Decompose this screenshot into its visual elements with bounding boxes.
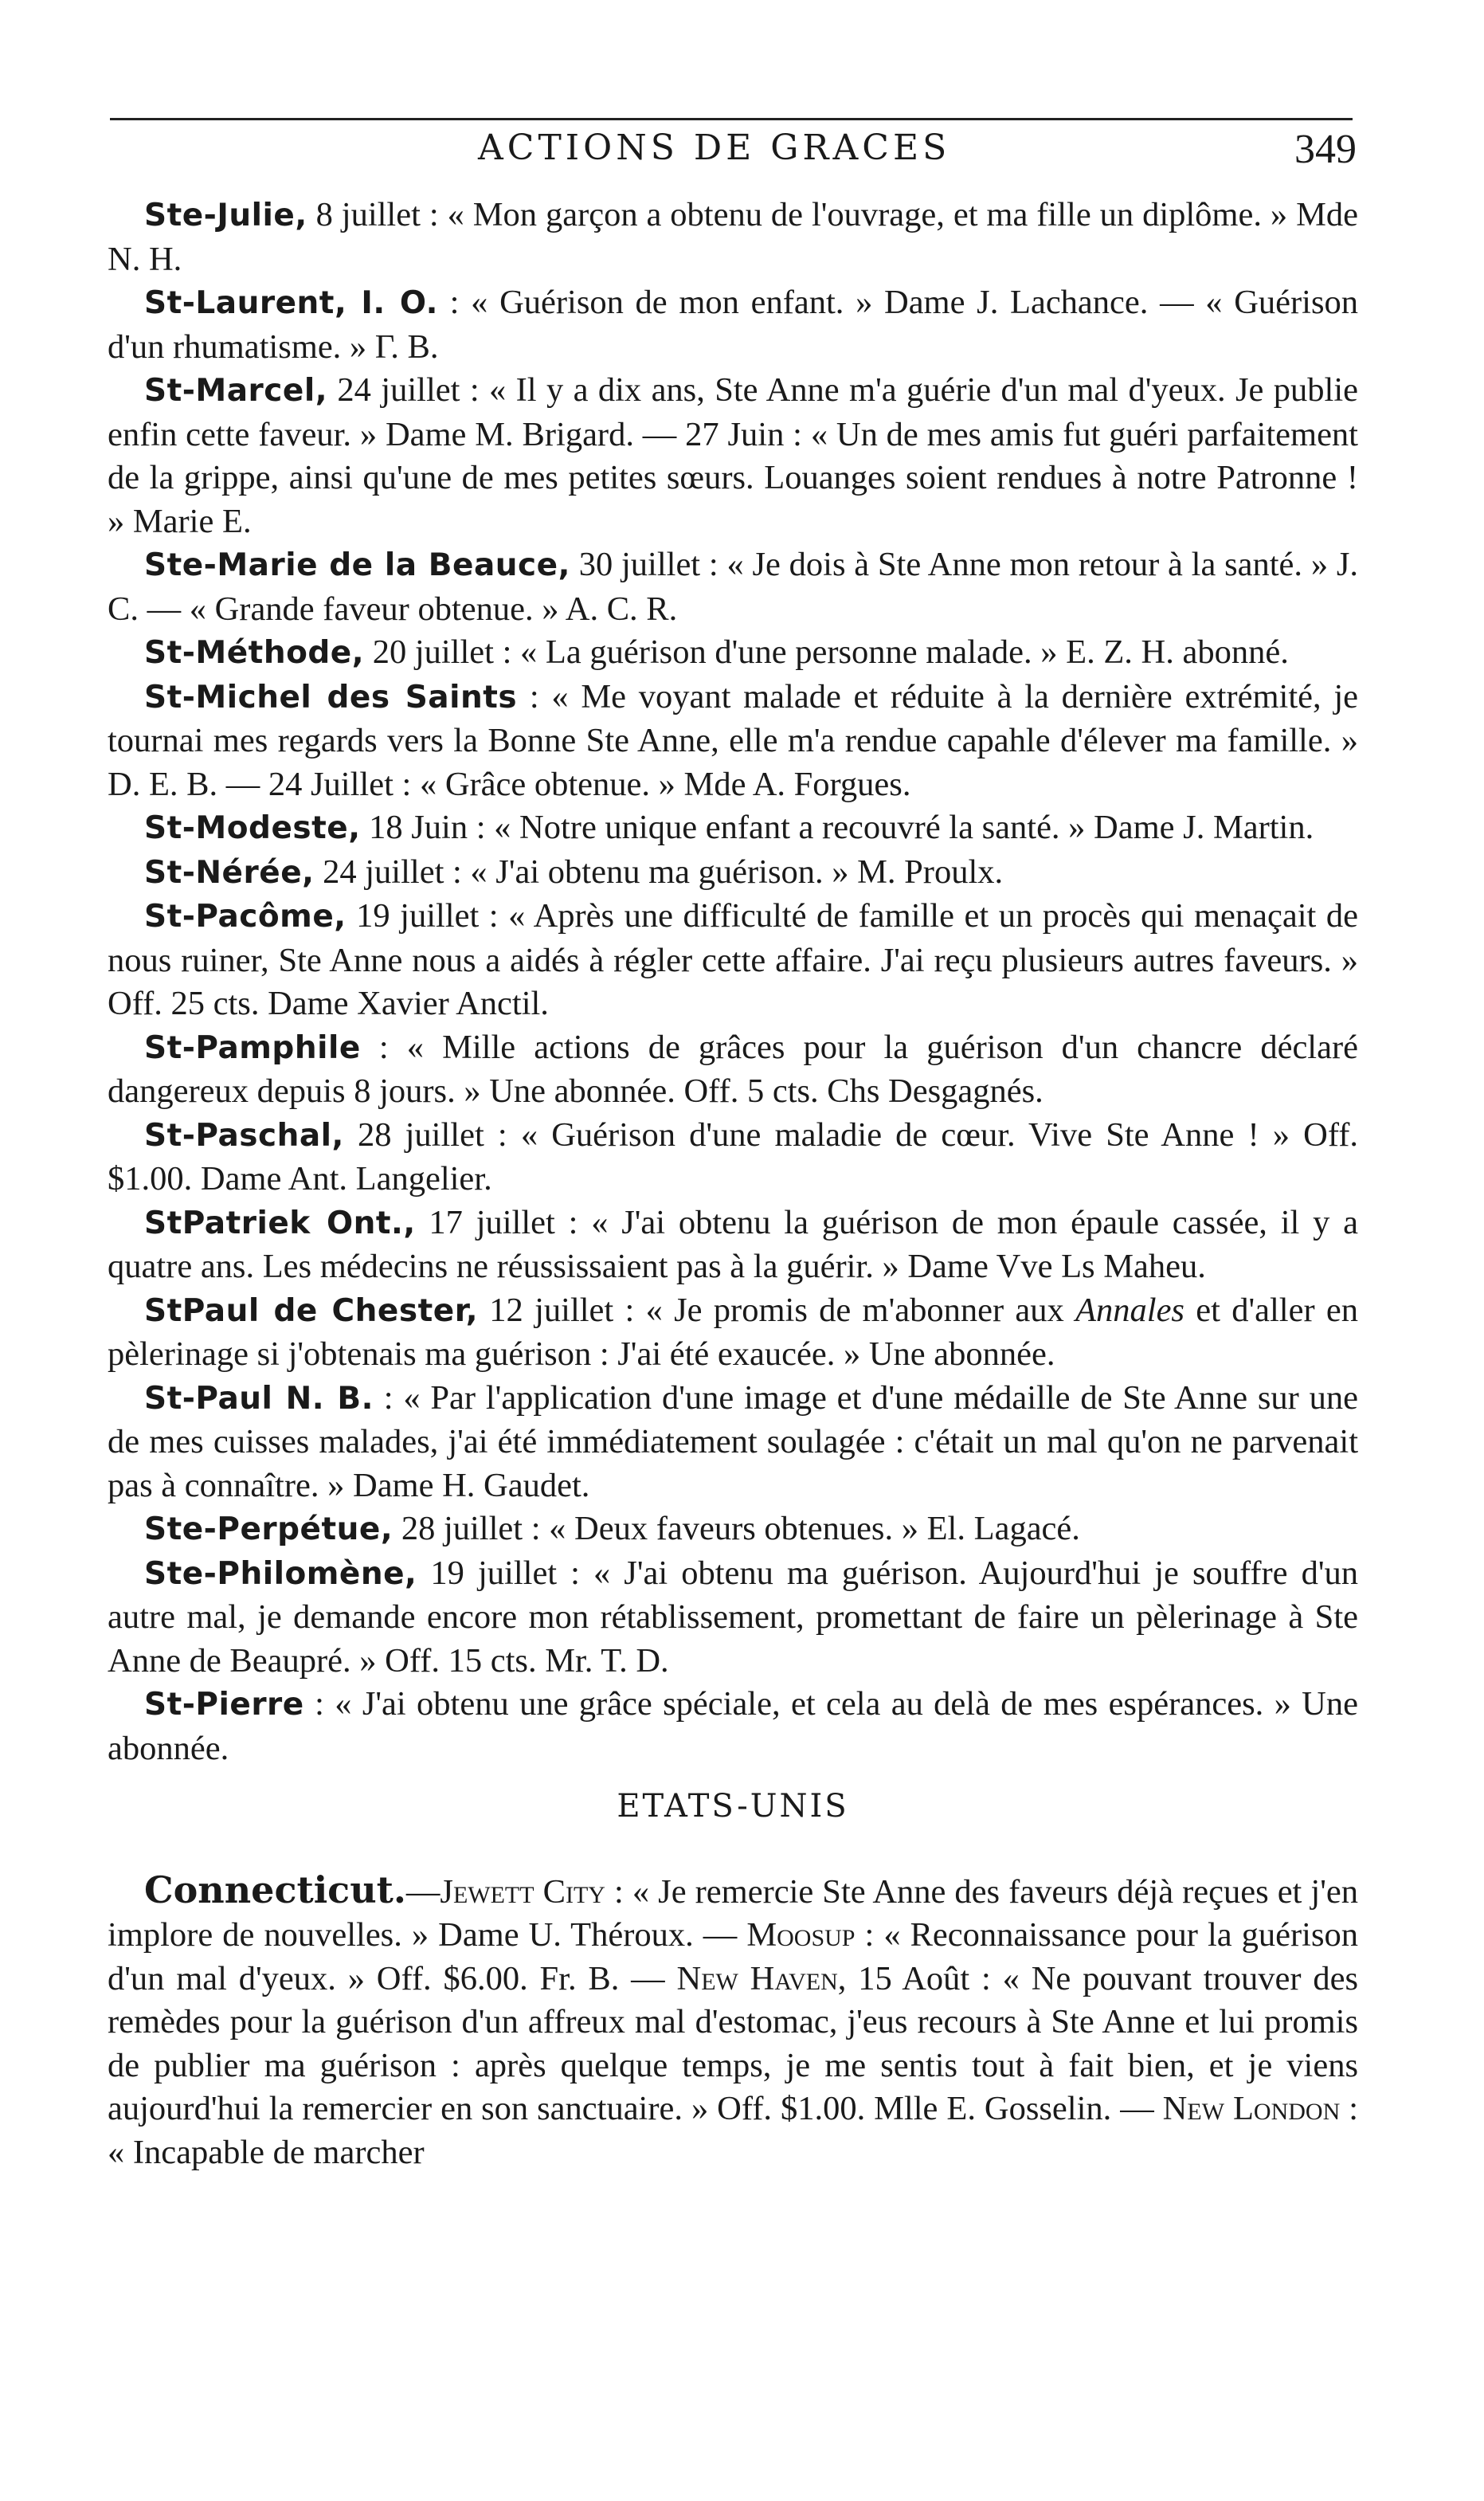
place-name: St-Michel des Saints xyxy=(144,679,518,715)
entry-text: 24 juillet : « Il y a dix ans, Ste Anne m'a guérie d'un mal d'yeux. Je publie enfin cette faveur. » Dame M. Brigard. — 27 Juin : « Un de mes amis fut guéri parfaitement de la grippe, ainsi qu'une de mes petites sœurs. Louanges soient rendues à notre Patronne ! » Marie E. xyxy=(108,371,1358,540)
entry-st-marcel xyxy=(108,369,1358,543)
entry-text: 19 juillet : « Après une difficulté de famille et un procès qui menaçait de nous ruiner, Ste Anne nous a aidés à régler cette affaire. J'ai reçu plusieurs autres faveurs. » Off. 25 cts. Dame Xavier Anctil. xyxy=(108,897,1358,1022)
entry-ste-marie-de-la-beauce xyxy=(108,543,1358,631)
place-name: Ste-Julie, xyxy=(144,198,307,233)
place-name: St-Modeste, xyxy=(144,810,361,846)
entry-text: 24 juillet : « J'ai obtenu ma guérison. » M. Proulx. xyxy=(314,853,1004,891)
town-name: Moosup xyxy=(746,1916,856,1954)
entry-st-laurent xyxy=(108,281,1358,369)
region-name: Connecticut. xyxy=(144,1868,406,1911)
entry-st-paschal xyxy=(108,1114,1358,1201)
place-name: St-Paul N. B. xyxy=(144,1380,374,1417)
entry-text: 30 juillet : « Je dois à Ste Anne mon retour à la santé. » J. C. — « Grande faveur obtenue. » A. C. R. xyxy=(108,546,1359,628)
entry-st-modeste xyxy=(108,806,1358,851)
place-name: St-Pacôme, xyxy=(144,899,347,935)
header-rule xyxy=(110,118,1353,120)
entry-text: : « Reconnaissance pour la guérison d'un mal d'yeux. » Off. $6.00. Fr. B. — xyxy=(108,1916,1358,1997)
place-name: St-Nérée, xyxy=(144,854,315,891)
place-name: StPaul de Chester, xyxy=(144,1292,479,1329)
entry-text: : « Mille actions de grâces pour la guérison d'un chancre déclaré dangereux depuis 8 jours. » Une abonnée. Off. 5 cts. Chs Desgagnés. xyxy=(108,1028,1358,1110)
place-name: St-Pamphile xyxy=(144,1029,361,1066)
entry-text-after: et d'aller en pèlerinage si j'obtenais ma guérison : J'ai été exaucée. » Une abonnée. xyxy=(108,1291,1358,1373)
entry-text: 8 juillet : « Mon garçon a obtenu de l'ouvrage, et ma fille un diplôme. » Mde N. H. xyxy=(108,196,1358,278)
entry-st-pierre xyxy=(108,1683,1358,1770)
entry-text: : « J'ai obtenu une grâce spéciale, et cela au delà de mes espérances. » Une abonnée. xyxy=(108,1685,1358,1767)
entry-text: 20 juillet : « La guérison d'une personne malade. » E. Z. H. abonné. xyxy=(364,633,1289,671)
place-name: Ste-Perpétue, xyxy=(144,1511,394,1547)
entry-st-paul-nb xyxy=(108,1377,1358,1508)
place-name: Ste-Philomène, xyxy=(144,1555,417,1592)
entry-text: 28 juillet : « Guérison d'une maladie de cœur. Vive Ste Anne ! » Off. $1.00. Dame Ant. Langelier. xyxy=(108,1115,1358,1198)
place-name: St-Laurent, I. O. xyxy=(144,285,438,321)
place-name: St-Pierre xyxy=(144,1687,304,1723)
running-head: ACTIONS DE GRACES xyxy=(478,127,951,168)
entry-text: : « Par l'application d'une image et d'une médaille de Ste Anne sur une de mes cuisses malades, j'ai été immédiatement soulagée : c'était un mal qu'on ne parvenait pas à connaître. » Dame H. Gaudet. xyxy=(108,1378,1358,1504)
place-name: Ste-Marie de la Beauce, xyxy=(144,547,570,583)
entry-st-patrick-ont xyxy=(108,1201,1358,1289)
entry-text: : « Incapable de marcher xyxy=(108,2090,1359,2171)
page-number: 349 xyxy=(1294,127,1357,172)
entry-text: 18 Juin : « Notre unique enfant a recouvré la santé. » Dame J. Martin. xyxy=(360,809,1314,846)
place-name: St-Paschal, xyxy=(144,1117,344,1154)
section-title: ETATS-UNIS xyxy=(617,1788,849,1825)
entry-st-pamphile xyxy=(108,1026,1358,1114)
entry-ste-perpetue xyxy=(108,1507,1358,1552)
entry-text: 19 juillet : « J'ai obtenu ma guérison. Aujourd'hui je souffre d'un autre mal, je demande encore mon rétablissement, promettant de faire un pèlerinage à Ste Anne de Beaupré. » Off. 15 cts. Mr. T. D. xyxy=(108,1554,1358,1680)
entry-ste-julie xyxy=(108,194,1358,281)
entry-st-pacome xyxy=(108,895,1358,1026)
entry-text: 17 juillet : « J'ai obtenu la guérison de mon épaule cassée, il y a quatre ans. Les médecins ne réussissaient pas à la guérir. » Dame Vve Ls Maheu. xyxy=(108,1203,1358,1285)
entry-text: : « Me voyant malade et réduite à la dernière extrémité, je tournai mes regards vers la Bonne Ste Anne, elle m'a rendue capahle d'élever ma famille. » D. E. B. — 24 Juillet : « Grâce obtenue. » Mde A. Forgues. xyxy=(108,677,1359,803)
town-name: New London xyxy=(1162,2090,1341,2127)
entry-st-methode xyxy=(108,631,1358,676)
town-name: New Haven, xyxy=(676,1959,847,1997)
entry-text: : « Guérison de mon enfant. » Dame J. Lachance. — « Guérison d'un rhumatisme. » Γ. B. xyxy=(108,284,1358,366)
annales-title: Annales xyxy=(1075,1291,1184,1329)
entry-text: 12 juillet : « Je promis de m'abonner aux xyxy=(478,1291,1076,1329)
page-body xyxy=(108,194,1358,2174)
entry-st-neree xyxy=(108,851,1358,896)
place-name: St-Marcel, xyxy=(144,373,328,409)
entry-text: 28 juillet : « Deux faveurs obtenues. » El. Lagacé. xyxy=(393,1510,1080,1547)
entry-st-paul-de-chester xyxy=(108,1289,1358,1377)
town-name: —Jewett City xyxy=(405,1872,605,1911)
entry-connecticut xyxy=(108,1868,1358,2175)
entry-text: : « Je remercie Ste Anne des faveurs déjà reçues et j'en implore de nouvelles. » Dame U. Théroux. — xyxy=(108,1872,1358,1954)
entry-ste-philomene xyxy=(108,1552,1358,1684)
place-name: StPatriek Ont., xyxy=(144,1205,416,1241)
entry-text: 15 Août : « Ne pouvant trouver des remèdes pour la guérison d'un affreux mal d'estomac, j'eus recours à Ste Anne et lui promis de publier ma guérison : après quelque temps, je me sentis tout à fait bien, et je viens aujourd'hui la remercier en son sanctuaire. » Off. $1.00. Mlle E. Gosselin. — xyxy=(108,1959,1358,2127)
place-name: St-Méthode, xyxy=(144,635,365,671)
entry-st-michel-des-saints xyxy=(108,676,1358,807)
